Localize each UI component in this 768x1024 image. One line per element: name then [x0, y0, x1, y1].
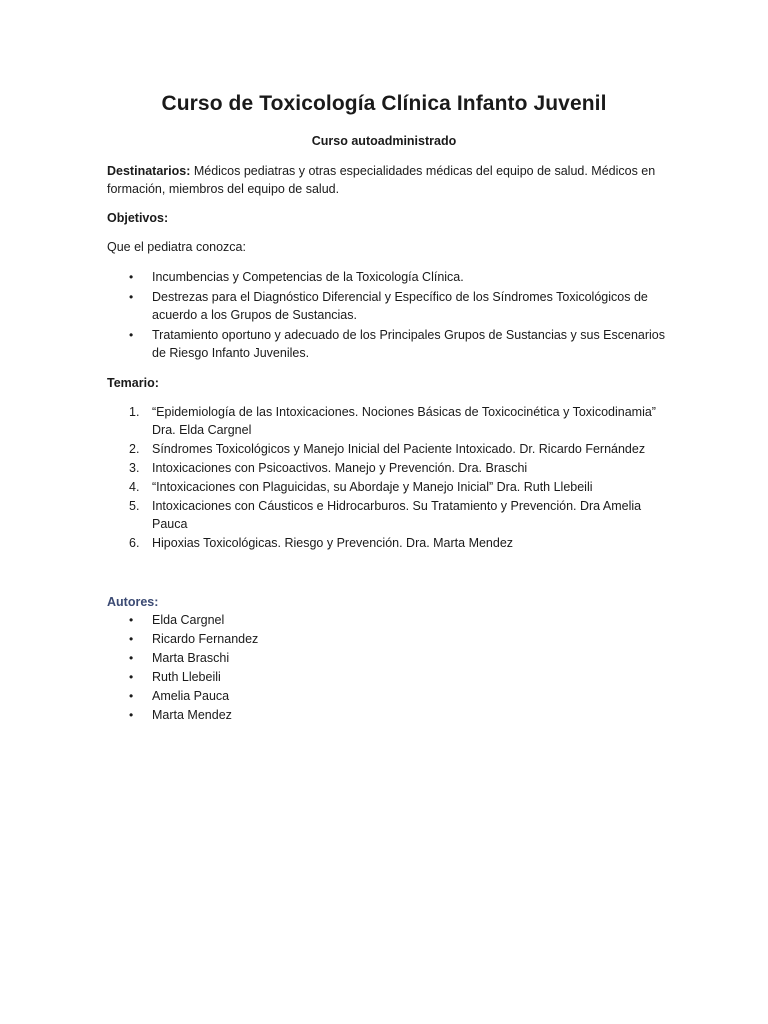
list-item [107, 440, 667, 458]
item-number: 4. [129, 480, 140, 494]
objetivo-text: Destrezas para el Diagnóstico Diferencial y Específico de los Síndromes Toxicológicos de acuerdo a los Grupos de Sustancias. [152, 290, 648, 322]
temario-text: Intoxicaciones con Cáusticos e Hidrocarburos. Su Tratamiento y Prevención. Dra Amelia Pauca [152, 499, 642, 531]
list-item [107, 478, 667, 496]
temario-text: “Intoxicaciones con Plaguicidas, su Abordaje y Manejo Inicial” Dra. Ruth Llebeili [152, 480, 593, 494]
item-number: 5. [129, 499, 140, 513]
document-subtitle: Curso autoadministrado [311, 134, 457, 148]
list-item [107, 687, 507, 705]
autor-name: Ricardo Fernandez [152, 632, 259, 646]
list-item [107, 459, 667, 477]
autor-name: Amelia Pauca [152, 689, 230, 703]
list-item [107, 288, 667, 324]
list-item [107, 497, 667, 533]
bullet-icon: • [129, 613, 134, 627]
temario-text: “Epidemiología de las Intoxicaciones. Nociones Básicas de Toxicocinética y Toxicodinamia” Dra. Elda Cargnel [152, 405, 656, 437]
temario-text: Síndromes Toxicológicos y Manejo Inicial del Paciente Intoxicado. Dr. Ricardo Fernández [152, 442, 646, 456]
item-number: 3. [129, 461, 140, 475]
temario-heading: Temario: [107, 376, 159, 390]
temario-text: Intoxicaciones con Psicoactivos. Manejo y Prevención. Dra. Braschi [152, 461, 528, 475]
item-number: 2. [129, 442, 140, 456]
objetivos-list [107, 268, 667, 364]
list-item [107, 668, 507, 686]
bullet-icon: • [129, 689, 134, 703]
objetivo-text: Incumbencias y Competencias de la Toxicología Clínica. [152, 270, 464, 284]
list-item [107, 326, 667, 362]
destinatarios-text: Médicos pediatras y otras especialidades médicas del equipo de salud. Médicos en formación, miembros del equipo de salud. [107, 164, 656, 196]
autor-name: Marta Braschi [152, 651, 230, 665]
autor-name: Elda Cargnel [152, 613, 225, 627]
list-item [107, 706, 507, 724]
objetivos-intro: Que el pediatra conozca: [107, 240, 246, 254]
autores-heading: Autores: [107, 595, 159, 609]
bullet-icon: • [129, 290, 134, 304]
list-item [107, 268, 667, 286]
destinatarios-paragraph [107, 162, 667, 198]
item-number: 6. [129, 536, 140, 550]
list-item [107, 403, 667, 439]
objetivos-heading: Objetivos: [107, 211, 169, 225]
autor-name: Marta Mendez [152, 708, 232, 722]
temario-list [107, 403, 667, 553]
bullet-icon: • [129, 670, 134, 684]
autor-name: Ruth Llebeili [152, 670, 221, 684]
autores-list [107, 611, 507, 725]
temario-text: Hipoxias Toxicológicas. Riesgo y Prevención. Dra. Marta Mendez [152, 536, 514, 550]
item-number: 1. [129, 405, 140, 419]
bullet-icon: • [129, 708, 134, 722]
list-item [107, 630, 507, 648]
objetivo-text: Tratamiento oportuno y adecuado de los Principales Grupos de Sustancias y sus Escenarios de Riesgo Infanto Juveniles. [152, 328, 666, 360]
bullet-icon: • [129, 328, 134, 342]
destinatarios-label: Destinatarios: [107, 164, 191, 178]
list-item [107, 611, 507, 629]
bullet-icon: • [129, 270, 134, 284]
bullet-icon: • [129, 651, 134, 665]
bullet-icon: • [129, 632, 134, 646]
list-item [107, 534, 667, 552]
document-title: Curso de Toxicología Clínica Infanto Juvenil [161, 92, 607, 115]
list-item [107, 649, 507, 667]
